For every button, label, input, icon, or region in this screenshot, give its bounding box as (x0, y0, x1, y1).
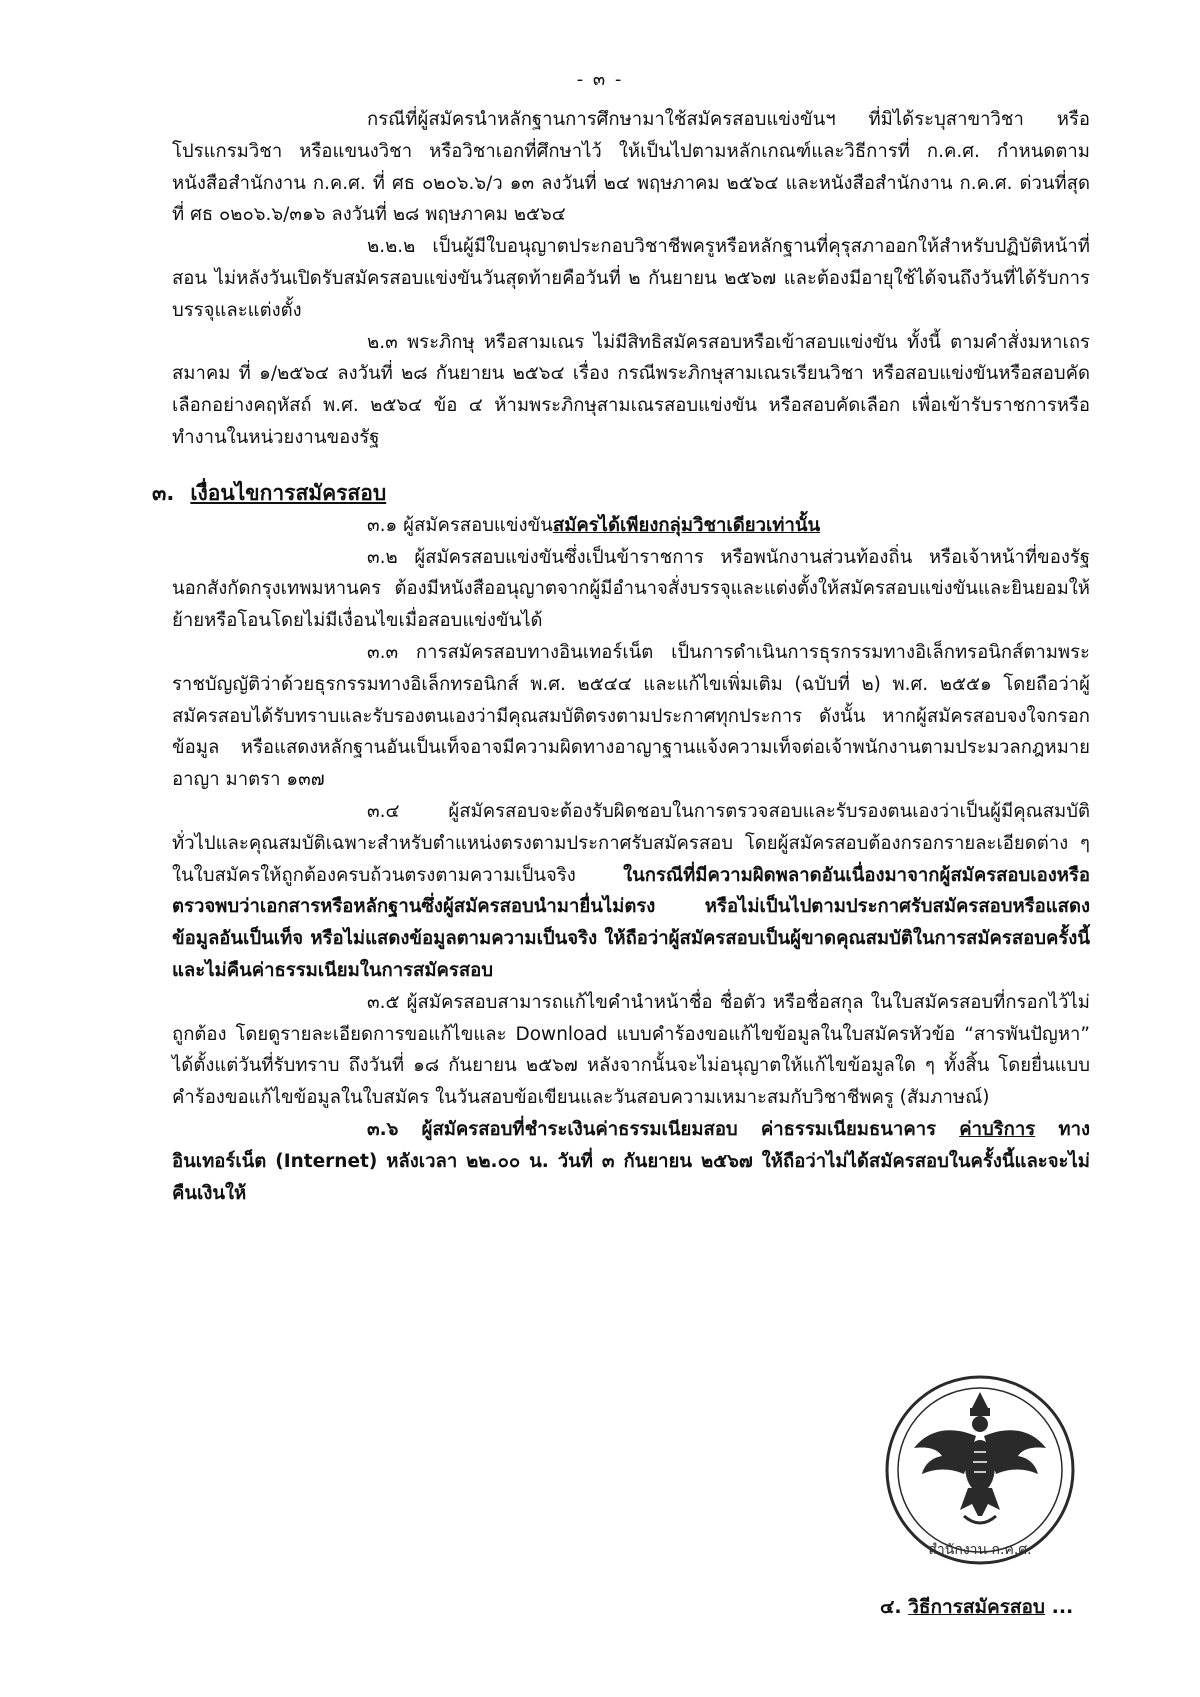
paragraph-teaching-license: ๒.๒.๒ เป็นผู้มีใบอนุญาตประกอบวิชาชีพครูหรือหลักฐานที่คุรุสภาออกให้สำหรับปฏิบัติหน้าที่สอน ไม่หลังวันเปิดรับสมัครสอบแข่งขันวันสุดท้ายคือวันที่ ๒ กันยายน ๒๕๖๗ และต้องมีอายุใช้ได้จนถึงวันที่ได้รับการบรรจุและแต่งตั้ง (172, 236, 1090, 321)
section-3-heading (152, 476, 1090, 510)
next-page-heading (880, 1592, 1073, 1622)
section-3-title: เงื่อนไขการสมัครสอบ (190, 480, 387, 505)
next-page-ellipsis: ... (1051, 1596, 1074, 1618)
next-page-heading-number: ๔. (880, 1596, 902, 1618)
item-3-3: ๓.๓ การสมัครสอบทางอินเทอร์เน็ต เป็นการดำเนินการธุรกรรมทางอิเล็กทรอนิกส์ตามพระราชบัญญัติว่าด้วยธุรกรรมทางอิเล็กทรอนิกส์ พ.ศ. ๒๕๔๔ และแก้ไขเพิ่มเติม (ฉบับที่ ๒) พ.ศ. ๒๕๕๑ โดยถือว่าผู้สมัครสอบได้รับทราบและรับรองตนเองว่ามีคุณสมบัติตรงตามประกาศทุกประการ ดังนั้น หากผู้สมัครสอบจงใจกรอกข้อมูล หรือแสดงหลักฐานอันเป็นเท็จอาจมีความผิดทางอาญาฐานแจ้งความเท็จต่อเจ้าพนักงานตามประมวลกฎหมายอาญา มาตรา ๑๓๗ (172, 641, 1090, 791)
next-page-heading-title: วิธีการสมัครสอบ (908, 1596, 1045, 1618)
item-3-4 (172, 796, 1090, 987)
seal-caption: สำนักงาน ก.ค.ศ. (928, 1542, 1032, 1558)
item-3-4-text: ๓.๔ ผู้สมัครสอบจะต้องรับผิดชอบในการตรวจสอบและรับรองตนเองว่าเป็นผู้มีคุณสมบัติทั่วไปและคุณสมบัติเฉพาะสำหรับตำแหน่งตรงตามประกาศรับสมัครสอบ โดยผู้สมัครสอบต้องกรอกรายละเอียดต่าง ๆ ในใบสมัครให้ถูกต้องครบถ้วนตรงตามความเป็นจริง (172, 800, 1090, 886)
item-3-6-rest: ทางอินเทอร์เน็ต (Internet) หลังเวลา ๒๒.๐๐ น. วันที่ ๓ กันยายน ๒๕๖๗ ให้ถือว่าไม่ได้สมัครสอบในครั้งนี้และจะไม่คืนเงินให้ (172, 1118, 1091, 1204)
item-3-1-text: ๓.๑ ผู้สมัครสอบแข่งขัน (367, 514, 553, 536)
section-3-number: ๓. (152, 480, 175, 505)
garuda-seal-icon (880, 1370, 1080, 1570)
item-3-4-bold-text: ในกรณีที่มีความผิดพลาดอันเนื่องมาจากผู้สมัครสอบเองหรือตรวจพบว่าเอกสารหรือหลักฐานซึ่งผู้สมัครสอบนำมายื่นไม่ตรง หรือไม่เป็นไปตามประกาศรับสมัครสอบหรือแสดงข้อมูลอันเป็นเท็จ หรือไม่แสดงข้อมูลตามความเป็นจริง ให้ถือว่าผู้สมัครสอบเป็นผู้ขาดคุณสมบัติในการสมัครสอบครั้งนี้ และไม่คืนค่าธรรมเนียมในการสมัครสอบ (172, 864, 1090, 981)
paragraph-education-evidence: กรณีที่ผู้สมัครนำหลักฐานการศึกษามาใช้สมัครสอบแข่งขันฯ ที่มิได้ระบุสาขาวิชา หรือโปรแกรมวิชา หรือแขนงวิชา หรือวิชาเอกที่ศึกษาไว้ ให้เป็นไปตามหลักเกณฑ์และวิธีการที่ ก.ค.ศ. กำหนดตามหนังสือสำนักงาน ก.ค.ศ. ที่ ศธ ๐๒๐๖.๖/ว ๑๓ ลงวันที่ ๒๔ พฤษภาคม ๒๕๖๔ และหนังสือสำนักงาน ก.ค.ศ. ด่วนที่สุด ที่ ศธ ๐๒๐๖.๖/๓๑๖ ลงวันที่ ๒๘ พฤษภาคม ๒๕๖๔ (172, 109, 1090, 226)
page-number: - ๓ - (576, 69, 624, 90)
item-3-6 (172, 1114, 1090, 1209)
paragraph-monks-ineligible: ๒.๓ พระภิกษุ หรือสามเณร ไม่มีสิทธิสมัครสอบหรือเข้าสอบแข่งขัน ทั้งนี้ ตามคำสั่งมหาเถรสมาคม ที่ ๑/๒๕๖๔ ลงวันที่ ๒๘ กันยายน ๒๕๖๔ เรื่อง กรณีพระภิกษุสามเณรเรียนวิชา หรือสอบแข่งขันหรือสอบคัดเลือกอย่างคฤหัสถ์ พ.ศ. ๒๕๖๔ ข้อ ๔ ห้ามพระภิกษุสามเณรสอบแข่งขัน หรือสอบคัดเลือก เพื่อเข้ารับราชการหรือทำงานในหน่วยงานของรัฐ (172, 331, 1090, 448)
document-body (152, 104, 1091, 1209)
item-3-1 (172, 510, 1090, 542)
item-3-2: ๓.๒ ผู้สมัครสอบแข่งขันซึ่งเป็นข้าราชการ หรือพนักงานส่วนท้องถิ่น หรือเจ้าหน้าที่ของรัฐนอกสังกัดกรุงเทพมหานคร ต้องมีหนังสืออนุญาตจากผู้มีอำนาจสั่งบรรจุและแต่งตั้งให้สมัครสอบแข่งขันและยินยอมให้ย้ายหรือโอนโดยไม่มีเงื่อนไขเมื่อสอบแข่งขันได้ (172, 546, 1090, 632)
item-3-1-emphasis: สมัครได้เพียงกลุ่มวิชาเดียวเท่านั้น (552, 514, 821, 536)
item-3-6-text: ๓.๖ ผู้สมัครสอบที่ชำระเงินค่าธรรมเนียมสอบ ค่าธรรมเนียมธนาคาร (367, 1118, 960, 1140)
item-3-6-underlined: ค่าบริการ (959, 1118, 1036, 1140)
item-3-5: ๓.๕ ผู้สมัครสอบสามารถแก้ไขคำนำหน้าชื่อ ชื่อตัว หรือชื่อสกุล ในใบสมัครสอบที่กรอกไว้ไม่ถูกต้อง โดยดูรายละเอียดการขอแก้ไขและ Download แบบคำร้องขอแก้ไขข้อมูลในใบสมัครหัวข้อ “สารพันปัญหา” ได้ตั้งแต่วันที่รับทราบ ถึงวันที่ ๑๘ กันยายน ๒๕๖๗ หลังจากนั้นจะไม่อนุญาตให้แก้ไขข้อมูลใด ๆ ทั้งสิ้น โดยยื่นแบบคำร้องขอแก้ไขข้อมูลในใบสมัคร ในวันสอบข้อเขียนและวันสอบความเหมาะสมกับวิชาชีพครู (สัมภาษณ์) (172, 991, 1090, 1109)
